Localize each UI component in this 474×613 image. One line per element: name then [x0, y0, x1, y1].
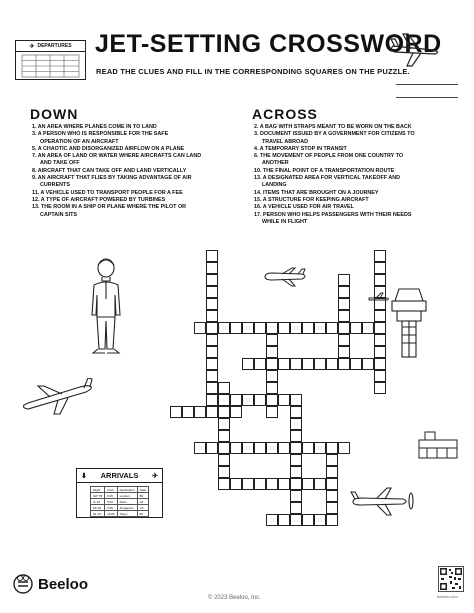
crossword-cell[interactable] — [302, 514, 314, 526]
arrivals-cell: NL 15 — [90, 511, 104, 517]
crossword-cell[interactable] — [314, 478, 326, 490]
crossword-cell[interactable] — [278, 442, 290, 454]
arrivals-cell: Tokyo — [117, 511, 137, 517]
crossword-cell[interactable] — [362, 322, 374, 334]
crossword-cell[interactable] — [266, 358, 278, 370]
across-clue: 3. DOCUMENT ISSUED BY A GOVERNMENT FOR CITIZENS TO — [254, 131, 415, 138]
down-clue: 13. THE ROOM IN A SHIP OR PLANE WHERE THE PILOT OR — [32, 204, 187, 211]
arrivals-col-header: Destination — [117, 487, 137, 493]
crossword-cell[interactable] — [242, 442, 254, 454]
arrivals-cell: London — [117, 493, 137, 499]
arrivals-col-header: From — [105, 487, 118, 493]
across-clue: 13. A DESIGNATED AREA FOR VERTICAL TAKEOFF AND — [254, 175, 401, 182]
arrow-down-icon: ⬇ — [81, 472, 87, 480]
across-clue: 15. A STRUCTURE FOR KEEPING AIRCRAFT — [254, 196, 369, 203]
crossword-cell[interactable] — [206, 358, 218, 370]
down-clue: 11. A VEHICLE USED TO TRANSPORT PEOPLE FOR A FEE — [32, 189, 183, 196]
airliner-illustration — [20, 378, 100, 416]
down-clue: 5. A CHAOTIC AND DISORGANIZED AIRFLOW ON A PLANE — [32, 145, 185, 152]
crossword-cell[interactable] — [206, 370, 218, 382]
crossword-cell[interactable] — [266, 334, 278, 346]
across-clue: TRAVEL ABROAD — [262, 138, 309, 145]
crossword-cell[interactable] — [302, 322, 314, 334]
down-clue: 7. AN AREA OF LAND OR WATER WHERE AIRCRAFTS CAN LAND — [32, 153, 202, 160]
landing-plane-icon: ✈ — [152, 472, 158, 480]
crossword-cell[interactable] — [206, 322, 218, 334]
crossword-cell[interactable] — [218, 442, 230, 454]
crossword-cell[interactable] — [290, 502, 302, 514]
crossword-cell[interactable] — [278, 514, 290, 526]
departures-label: DEPARTURES — [37, 43, 72, 49]
crossword-cell[interactable] — [290, 514, 302, 526]
across-clue: ANOTHER — [262, 160, 289, 167]
crossword-cell[interactable] — [254, 478, 266, 490]
departures-board — [15, 40, 86, 80]
arrivals-cell: 9:10 — [105, 499, 118, 505]
airport-building-illustration — [415, 428, 461, 460]
qr-code-icon — [438, 566, 464, 592]
copyright: © 2023 Beeloo, Inc. — [208, 595, 261, 601]
crossword-cell[interactable] — [170, 406, 182, 418]
arrivals-cell: Singapore — [117, 505, 137, 511]
across-clue: 16. A VEHICLE USED FOR AIR TRAVEL — [254, 204, 354, 211]
down-clue: CURRENTS — [40, 182, 70, 189]
down-heading: DOWN — [30, 106, 79, 122]
crossword-cell[interactable] — [374, 250, 386, 262]
across-clue: 2. A BAG WITH STRAPS MEANT TO BE WORN ON THE BACK — [254, 124, 412, 130]
airplane-icon — [385, 28, 445, 70]
crossword-cell[interactable] — [206, 298, 218, 310]
crossword-cell[interactable] — [326, 454, 338, 466]
crossword-cell[interactable] — [206, 406, 218, 418]
arrivals-cell: A4 — [137, 499, 149, 505]
crossword-cell[interactable] — [266, 394, 278, 406]
crossword-cell[interactable] — [338, 286, 350, 298]
across-clue: 14. ITEMS THAT ARE BROUGHT ON A JOURNEY — [254, 189, 379, 196]
down-clue: OPERATION OF AN AIRCRAFT — [40, 138, 119, 145]
across-clue: 10. THE FINAL POINT OF A TRANSPORTATION ROUTE — [254, 167, 395, 174]
name-line-1 — [396, 84, 458, 85]
arrivals-cell: 8:45 — [105, 493, 118, 499]
crossword-cell[interactable] — [230, 442, 242, 454]
crossword-cell[interactable] — [218, 382, 230, 394]
arrivals-cell: SK 92 — [90, 505, 104, 511]
crossword-cell[interactable] — [338, 274, 350, 286]
crossword-cell[interactable] — [194, 406, 206, 418]
arrivals-row — [90, 511, 148, 517]
crossword-cell[interactable] — [302, 442, 314, 454]
across-clues — [254, 124, 459, 226]
arrivals-board — [76, 468, 163, 518]
crossword-cell[interactable] — [326, 442, 338, 454]
arrivals-table — [90, 486, 149, 517]
arrivals-col-header: Flight — [90, 487, 104, 493]
arrivals-cell: B3 — [137, 493, 149, 499]
crossword-cell[interactable] — [290, 430, 302, 442]
crossword-cell[interactable] — [326, 502, 338, 514]
crossword-cell[interactable] — [206, 262, 218, 274]
crossword-cell[interactable] — [194, 442, 206, 454]
arrivals-cell: JL 44 — [90, 499, 104, 505]
crossword-cell[interactable] — [290, 454, 302, 466]
crossword-cell[interactable] — [290, 394, 302, 406]
crossword-cell[interactable] — [206, 394, 218, 406]
crossword-cell[interactable] — [290, 406, 302, 418]
crossword-cell[interactable] — [218, 466, 230, 478]
down-clue: 1. AN AREA WHERE PLANES COME IN TO LAND — [32, 124, 157, 130]
crossword-cell[interactable] — [230, 394, 242, 406]
crossword-cell[interactable] — [326, 514, 338, 526]
crossword-cell[interactable] — [218, 394, 230, 406]
crossword-cell[interactable] — [206, 286, 218, 298]
crossword-cell[interactable] — [182, 406, 194, 418]
crossword-cell[interactable] — [314, 442, 326, 454]
crossword-cell[interactable] — [206, 310, 218, 322]
crossword-cell[interactable] — [374, 262, 386, 274]
crossword-cell[interactable] — [278, 322, 290, 334]
arrivals-cell: AW 7B — [90, 493, 104, 499]
crossword-cell[interactable] — [218, 478, 230, 490]
brand-name: Beeloo — [38, 575, 89, 593]
crossword-cell[interactable] — [314, 514, 326, 526]
crossword-cell[interactable] — [266, 478, 278, 490]
crossword-cell[interactable] — [350, 358, 362, 370]
arrivals-cell: 9:35 — [105, 505, 118, 511]
crossword-cell[interactable] — [230, 478, 242, 490]
down-clue: AND TAKE OFF — [40, 160, 80, 167]
departures-header — [16, 41, 85, 52]
crossword-cell[interactable] — [338, 346, 350, 358]
crossword-cell[interactable] — [254, 394, 266, 406]
down-clue: 8. AIRCRAFT THAT CAN TAKE OFF AND LAND VERTICALLY — [32, 167, 187, 174]
crossword-cell[interactable] — [374, 382, 386, 394]
crossword-cell[interactable] — [266, 370, 278, 382]
jet-illustration — [262, 266, 310, 288]
crossword-cell[interactable] — [290, 478, 302, 490]
bee-logo-icon — [12, 573, 34, 595]
control-tower-illustration — [389, 287, 429, 359]
crossword-cell[interactable] — [302, 358, 314, 370]
crossword-cell[interactable] — [278, 394, 290, 406]
crossword-cell[interactable] — [374, 274, 386, 286]
crossword-cell[interactable] — [194, 322, 206, 334]
down-clue: 3. A PERSON WHO IS RESPONSIBLE FOR THE SAFE — [32, 131, 169, 138]
arrivals-cell: B7 — [137, 511, 149, 517]
crossword-cell[interactable] — [242, 358, 254, 370]
crossword-cell[interactable] — [338, 358, 350, 370]
crossword-cell[interactable] — [254, 358, 266, 370]
crossword-cell[interactable] — [290, 322, 302, 334]
crossword-cell[interactable] — [266, 322, 278, 334]
crossword-cell[interactable] — [218, 454, 230, 466]
crossword-cell[interactable] — [230, 322, 242, 334]
propeller-plane-illustration — [347, 484, 417, 520]
arrivals-header — [77, 469, 162, 483]
across-clue: WHILE IN FLIGHT — [262, 218, 308, 225]
crossword-cell[interactable] — [266, 442, 278, 454]
crossword-cell[interactable] — [290, 490, 302, 502]
crossword-cell[interactable] — [338, 298, 350, 310]
crossword-cell[interactable] — [206, 346, 218, 358]
crossword-cell[interactable] — [242, 322, 254, 334]
crossword-cell[interactable] — [374, 310, 386, 322]
crossword-cell[interactable] — [326, 358, 338, 370]
crossword-cell[interactable] — [314, 358, 326, 370]
crossword-cell[interactable] — [326, 478, 338, 490]
crossword-cell[interactable] — [218, 430, 230, 442]
arrivals-cell: Paris — [117, 499, 137, 505]
crossword-cell[interactable] — [290, 358, 302, 370]
crossword-cell[interactable] — [350, 322, 362, 334]
crossword-cell[interactable] — [266, 514, 278, 526]
crossword-cell[interactable] — [326, 322, 338, 334]
crossword-cell[interactable] — [362, 358, 374, 370]
arrivals-cell: C1 — [137, 505, 149, 511]
down-clue: 12. A TYPE OF AIRCRAFT POWERED BY TURBINES — [32, 196, 166, 203]
arrivals-cell: 10:05 — [105, 511, 118, 517]
crossword-cell[interactable] — [254, 322, 266, 334]
page-subtitle: READ THE CLUES AND FILL IN THE CORRESPONDING SQUARES ON THE PUZZLE. — [96, 67, 410, 76]
across-clue: 17. PERSON WHO HELPS PASSENGERS WITH THEIR NEEDS — [254, 211, 412, 218]
crossword-cell[interactable] — [290, 466, 302, 478]
down-clue: CAPTAIN SITS — [40, 211, 78, 218]
crossword-cell[interactable] — [278, 358, 290, 370]
crossword-cell[interactable] — [302, 478, 314, 490]
across-clue: 6. THE MOVEMENT OF PEOPLE FROM ONE COUNTRY TO — [254, 153, 404, 160]
crossword-cell[interactable] — [374, 322, 386, 334]
crossword-cell[interactable] — [338, 442, 350, 454]
crossword-cell[interactable] — [266, 346, 278, 358]
departures-table — [16, 52, 85, 80]
crossword-cell[interactable] — [290, 418, 302, 430]
across-clue: LANDING — [262, 182, 287, 189]
crossword-cell[interactable] — [242, 478, 254, 490]
crossword-cell[interactable] — [254, 442, 266, 454]
arrivals-label: ARRIVALS — [100, 471, 139, 480]
qr-caption: beeloo.com — [437, 594, 458, 599]
crossword-cell[interactable] — [206, 382, 218, 394]
arrivals-col-header: Gate — [137, 487, 149, 493]
departures-plane-icon: ✈ — [29, 43, 35, 50]
crossword-cell[interactable] — [290, 442, 302, 454]
pilot-illustration — [84, 255, 128, 355]
brand-logo — [12, 573, 88, 595]
crossword-cell[interactable] — [230, 406, 242, 418]
crossword-cell[interactable] — [374, 346, 386, 358]
crossword-cell[interactable] — [266, 406, 278, 418]
crossword-cell[interactable] — [374, 334, 386, 346]
crossword-cell[interactable] — [314, 322, 326, 334]
crossword-cell[interactable] — [206, 334, 218, 346]
crossword-cell[interactable] — [278, 478, 290, 490]
crossword-cell[interactable] — [206, 442, 218, 454]
crossword-cell[interactable] — [266, 382, 278, 394]
crossword-cell[interactable] — [206, 250, 218, 262]
crossword-cell[interactable] — [206, 274, 218, 286]
across-heading: ACROSS — [252, 106, 318, 122]
name-line-2 — [396, 97, 458, 98]
crossword-cell[interactable] — [338, 310, 350, 322]
crossword-cell[interactable] — [326, 466, 338, 478]
across-clue: 4. A TEMPORARY STOP IN TRANSIT — [254, 145, 347, 152]
crossword-cell[interactable] — [242, 394, 254, 406]
page-title: JET-SETTING CROSSWORD — [95, 30, 442, 58]
crossword-cell[interactable] — [218, 418, 230, 430]
crossword-cell[interactable] — [326, 490, 338, 502]
crossword-cell[interactable] — [374, 370, 386, 382]
small-plane-illustration — [367, 292, 391, 304]
crossword-cell[interactable] — [374, 358, 386, 370]
down-clue: 9. AN AIRCRAFT THAT FLIES BY TAKING ADVANTAGE OF AIR — [32, 175, 192, 182]
crossword-cell[interactable] — [218, 322, 230, 334]
crossword-cell[interactable] — [218, 406, 230, 418]
crossword-cell[interactable] — [338, 334, 350, 346]
down-clues — [32, 124, 232, 219]
crossword-cell[interactable] — [338, 322, 350, 334]
